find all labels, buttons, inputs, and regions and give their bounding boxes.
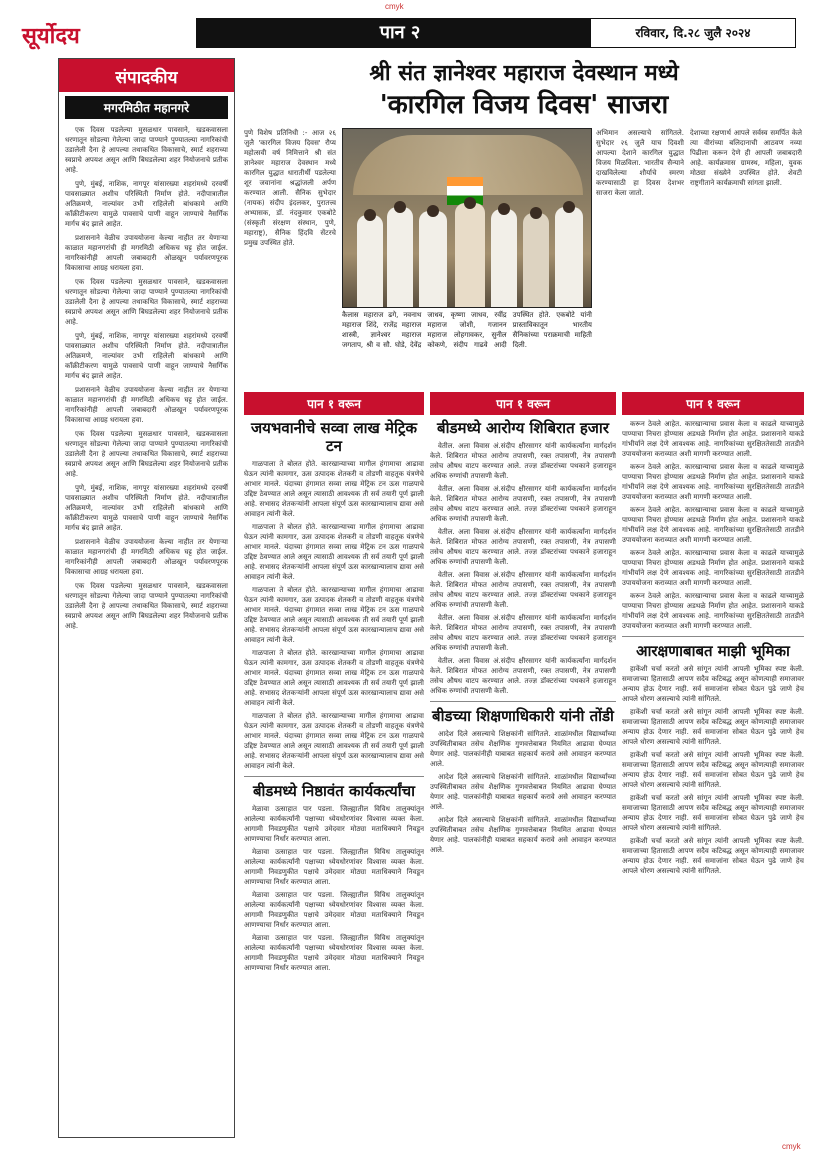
story-paragraph: गाळपाला ते बोलत होते. कारखान्याच्या मागील हंगामाचा आढावा घेऊन त्यांनी कामगार, ऊस उत्पादक शेतकरी व तोडणी वाहतूक यंत्रणेचे आभार मानले. यंदाच्या हंगामात सव्वा लाख मेट्रिक टन ऊस गाळपाचे उद्दिष्ट ठेवण्यात आले असून त्यासाठी आवश्यक ती सर्व तयारी पूर्ण झाली आहे. सभासद शेतकऱ्यांनी आपला संपूर्ण ऊस कारखान्यालाच द्यावा असे आवाहन त्यांनी केले. xyxy=(244,586,424,644)
story-paragraph: हाकेंशी चर्चा करतो असे सांगून त्यांनी आपली भूमिका स्पष्ट केली. समाजाच्या हितासाठी आपण सदैव कटिबद्ध असून कोणत्याही समाजावर अन्याय होऊ देणार नाही. सर्व समाजांना सोबत घेऊन पुढे जाणे हेच आपले धोरण असल्याचे त्यांनी सांगितले. xyxy=(622,751,804,789)
story-title: बीडच्या शिक्षणाधिकारी यांनी तोंडी xyxy=(432,707,614,725)
editorial-paragraph: पुणे, मुंबई, नाशिक, नागपूर यांसारख्या शहरांमध्ये दरवर्षी पावसाळ्यात अशीच परिस्थिती निर्माण होते. नदीपात्रातील अतिक्रमणे, नाल्यांवर उभी राहिलेली बांधकामे आणि काँक्रीटीकरण यामुळे पावसाचे पाणी वाहून जाण्याचे नैसर्गिक मार्गच बंद झाले आहेत. xyxy=(65,484,228,532)
photo-head xyxy=(364,209,376,221)
photo-person xyxy=(555,207,583,307)
story-paragraph: मेळावा उत्साहात पार पडला. जिल्ह्यातील विविध तालुक्यांतून आलेल्या कार्यकर्त्यांनी पक्षाच्या ध्येयधोरणांवर विश्वास व्यक्त केला. आगामी निवडणुकीत पक्षाचे उमेदवार मोठ्या मताधिक्याने निवडून आणण्याचा निर्धार करण्यात आला. xyxy=(244,934,424,972)
story-paragraph: मेळावा उत्साहात पार पडला. जिल्ह्यातील विविध तालुक्यांतून आलेल्या कार्यकर्त्यांनी पक्षाच्या ध्येयधोरणांवर विश्वास व्यक्त केला. आगामी निवडणुकीत पक्षाचे उमेदवार मोठ्या मताधिक्याने निवडून आणण्याचा निर्धार करण्यात आला. xyxy=(244,805,424,843)
story-paragraph: वेतील. अला विवास अं.संदीप क्षीरसागर यांनी कार्यकर्त्यांना मार्गदर्शन केले. शिबिरात मोफत आरोग्य तपासणी, रक्त तपासणी, नेत्र तपासणी तसेच औषध वाटप करण्यात आले. तज्ज्ञ डॉक्टरांच्या पथकाने हजाराहून अधिक रुग्णांची तपासणी केली. xyxy=(430,485,616,523)
story-paragraph: हाकेंशी चर्चा करतो असे सांगून त्यांनी आपली भूमिका स्पष्ट केली. समाजाच्या हितासाठी आपण सदैव कटिबद्ध असून कोणत्याही समाजावर अन्याय होऊ देणार नाही. सर्व समाजांना सोबत घेऊन पुढे जाणे हेच आपले धोरण असल्याचे त्यांनी सांगितले. xyxy=(622,837,804,875)
story-paragraph: हाकेंशी चर्चा करतो असे सांगून त्यांनी आपली भूमिका स्पष्ट केली. समाजाच्या हितासाठी आपण सदैव कटिबद्ध असून कोणत्याही समाजावर अन्याय होऊ देणार नाही. सर्व समाजांना सोबत घेऊन पुढे जाणे हेच आपले धोरण असल्याचे त्यांनी सांगितले. xyxy=(622,794,804,832)
photo-person xyxy=(455,203,485,307)
editorial-paragraph: प्रशासनाने वेळीच उपाययोजना केल्या नाहीत तर येणाऱ्या काळात महानगरांची ही मगरमिठी अधिकच घट्ट होत जाईल. नागरिकांनीही आपली जबाबदारी ओळखून पर्यावरणपूरक विकासाचा आग्रह धरायला हवा. xyxy=(65,234,228,272)
story-paragraph: आदेश दिले असल्याचे शिक्षकांनी सांगितले. शाळांमधील विद्यार्थ्यांच्या उपस्थितीबाबत तसेच शैक्षणिक गुणवत्तेबाबत नियमित आढावा घेण्यात येणार आहे. पालकांनीही याबाबत सहकार्य करावे असे आवाहन करण्यात आले. xyxy=(430,816,616,854)
lead-story-column: पुणे विशेष प्रतिनिधी :- आज २६ जुलै 'कारगिल विजय दिवस' रौप्य महोत्सवी वर्ष निमित्ताने श्री संत ज्ञानेश्वर महाराज देवस्थान मध्ये कारगिल युद्धात धारातीर्थी पडलेल्या शूर जवानांना श्रद्धांजली अर्पण करण्यात आली. सैनिक सुभेदार (नायक) संदीप इंदलकर, पुरातत्त्व अभ्यासक, डॉ. नंदकुमार एकबोटे (संस्कृती संरक्षण संस्थान, पुणे, महाराष्ट्र), सैनिक हिंदवि सेंटरचे प्रमुख उपस्थित होते. xyxy=(244,129,336,247)
story-paragraph: हाकेंशी चर्चा करतो असे सांगून त्यांनी आपली भूमिका स्पष्ट केली. समाजाच्या हितासाठी आपण सदैव कटिबद्ध असून कोणत्याही समाजावर अन्याय होऊ देणार नाही. सर्व समाजांना सोबत घेऊन पुढे जाणे हेच आपले धोरण असल्याचे त्यांनी सांगितले. xyxy=(622,665,804,703)
photo-head xyxy=(563,201,575,213)
editorial-paragraph: पुणे, मुंबई, नाशिक, नागपूर यांसारख्या शहरांमध्ये दरवर्षी पावसाळ्यात अशीच परिस्थिती निर्माण होते. नदीपात्रातील अतिक्रमणे, नाल्यांवर उभी राहिलेली बांधकामे आणि काँक्रीटीकरण यामुळे पावसाचे पाणी वाहून जाण्याचे नैसर्गिक मार्गच बंद झाले आहेत. xyxy=(65,180,228,228)
story-paragraph: करून ठेवले आहेत. कारखान्याचा प्रवास केला व काढले याच्यामुळे पाण्याचा निचरा होण्यास अडथळे निर्माण होत आहेत. प्रशासनाने याकडे गांभीर्याने लक्ष देणे आवश्यक आहे. नागरिकांच्या सुरक्षिततेसाठी तातडीने उपाययोजना कराव्यात अशी मागणी करण्यात आली. xyxy=(622,549,804,587)
story-paragraph: आदेश दिले असल्याचे शिक्षकांनी सांगितले. शाळांमधील विद्यार्थ्यांच्या उपस्थितीबाबत तसेच शैक्षणिक गुणवत्तेबाबत नियमित आढावा घेण्यात येणार आहे. पालकांनीही याबाबत सहकार्य करावे असे आवाहन करण्यात आले. xyxy=(430,773,616,811)
photo-person xyxy=(387,207,413,307)
editorial-paragraph: एक दिवस पडलेल्या मुसळधार पावसाने, खडकवासला धरणातून सोडल्या गेलेल्या जादा पाण्याने पुण्यातल्या नागरिकांची उडालेली दैना हे आपल्या तथाकथित विकासाचे, स्मार्ट शहराच्या स्वप्नाचे अपयश असून आणि बिघडलेल्या शहर नियोजनाचे प्रतीक आहे. xyxy=(65,430,228,478)
story-paragraph: गाळपाला ते बोलत होते. कारखान्याच्या मागील हंगामाचा आढावा घेऊन त्यांनी कामगार, ऊस उत्पादक शेतकरी व तोडणी वाहतूक यंत्रणेचे आभार मानले. यंदाच्या हंगामात सव्वा लाख मेट्रिक टन ऊस गाळपाचे उद्दिष्ट ठेवण्यात आले असून त्यासाठी आवश्यक ती सर्व तयारी पूर्ण झाली आहे. सभासद शेतकऱ्यांनी आपला संपूर्ण ऊस कारखान्यालाच द्यावा असे आवाहन त्यांनी केले. xyxy=(244,712,424,770)
story-paragraph: गाळपाला ते बोलत होते. कारखान्याच्या मागील हंगामाचा आढावा घेऊन त्यांनी कामगार, ऊस उत्पादक शेतकरी व तोडणी वाहतूक यंत्रणेचे आभार मानले. यंदाच्या हंगामात सव्वा लाख मेट्रिक टन ऊस गाळपाचे उद्दिष्ट ठेवण्यात आले असून त्यासाठी आवश्यक ती सर्व तयारी पूर्ण झाली आहे. सभासद शेतकऱ्यांनी आपला संपूर्ण ऊस कारखान्यालाच द्यावा असे आवाहन त्यांनी केले. xyxy=(244,460,424,518)
story-body xyxy=(430,729,616,855)
lead-headline-line1: श्री संत ज्ञानेश्वर महाराज देवस्थान मध्ये xyxy=(369,60,679,86)
page-number: पान २ xyxy=(379,22,421,43)
lead-headline-line2: 'कारगिल विजय दिवस' साजरा xyxy=(379,90,669,120)
event-photo xyxy=(342,128,592,308)
editorial-paragraph: एक दिवस पडलेल्या मुसळधार पावसाने, खडकवासला धरणातून सोडल्या गेलेल्या जादा पाण्याने पुण्यातल्या नागरिकांची उडालेली दैना हे आपल्या तथाकथित विकासाचे, स्मार्ट शहराच्या स्वप्नाचे अपयश असून आणि बिघडलेल्या शहर नियोजनाचे प्रतीक आहे. xyxy=(65,582,228,630)
story-paragraph: वेतील. अला विवास अं.संदीप क्षीरसागर यांनी कार्यकर्त्यांना मार्गदर्शन केले. शिबिरात मोफत आरोग्य तपासणी, रक्त तपासणी, नेत्र तपासणी तसेच औषध वाटप करण्यात आले. तज्ज्ञ डॉक्टरांच्या पथकाने हजाराहून अधिक रुग्णांची तपासणी केली. xyxy=(430,571,616,609)
editorial-paragraph: प्रशासनाने वेळीच उपाययोजना केल्या नाहीत तर येणाऱ्या काळात महानगरांची ही मगरमिठी अधिकच घट्ट होत जाईल. नागरिकांनीही आपली जबाबदारी ओळखून पर्यावरणपूरक विकासाचा आग्रह धरायला हवा. xyxy=(65,538,228,576)
photo-head xyxy=(394,201,406,213)
editorial-paragraph: एक दिवस पडलेल्या मुसळधार पावसाने, खडकवासला धरणातून सोडल्या गेलेल्या जादा पाण्याने पुण्यातल्या नागरिकांची उडालेली दैना हे आपल्या तथाकथित विकासाचे, स्मार्ट शहराच्या स्वप्नाचे अपयश असून आणि बिघडलेल्या शहर नियोजनाचे प्रतीक आहे. xyxy=(65,278,228,326)
story-title: आरक्षणाबाबत माझी भूमिका xyxy=(636,642,790,660)
lead-headline xyxy=(244,58,804,122)
story-title: जयभवानीचे सव्वा लाख मेट्रिक टन xyxy=(251,419,417,455)
editorial-heading: संपादकीय xyxy=(59,59,234,92)
divider xyxy=(430,701,616,702)
story-body xyxy=(622,419,804,631)
story-body xyxy=(622,664,804,876)
editorial-body xyxy=(59,123,234,637)
photo-caption: कैलास महाराज ढगे, नवनाथ महाराज शिंदे, राजेंद्र महाराज शास्त्री, ज्ञानेश्वर महाराज जगताप, श्री व सौ. घोडे, देवेंद्र जाधव, कृष्णा जाधव, रवींद्र महाराज जोशी, गजानन महाराज लोहगावकर, सुनील कोकणे, संदीप गाढवे आदी उपस्थित होते. एकबोटे यांनी प्रास्ताविकातून भारतीय सैनिकांच्या पराक्रमाची माहिती दिली. xyxy=(342,311,592,349)
photo-head xyxy=(427,205,439,217)
story-body xyxy=(244,459,424,771)
story-paragraph: मेळावा उत्साहात पार पडला. जिल्ह्यातील विविध तालुक्यांतून आलेल्या कार्यकर्त्यांनी पक्षाच्या ध्येयधोरणांवर विश्वास व्यक्त केला. आगामी निवडणुकीत पक्षाचे उमेदवार मोठ्या मताधिक्याने निवडून आणण्याचा निर्धार करण्यात आला. xyxy=(244,891,424,929)
photo-person xyxy=(357,215,383,307)
lead-story-column: अभिमान असल्याचे सांगितले. सुभेदार २६ जुलै याच दिवशी आपल्या देशाने कारगिल युद्धात विजय मिळविला. भारतीय सैन्याने दाखविलेल्या शौर्याचे स्मरण करण्यासाठी हा दिवस देशभर साजरा केला जातो. xyxy=(596,129,684,197)
story-paragraph: करून ठेवले आहेत. कारखान्याचा प्रवास केला व काढले याच्यामुळे पाण्याचा निचरा होण्यास अडथळे निर्माण होत आहेत. प्रशासनाने याकडे गांभीर्याने लक्ष देणे आवश्यक आहे. नागरिकांच्या सुरक्षिततेसाठी तातडीने उपाययोजना कराव्यात अशी मागणी करण्यात आली. xyxy=(622,420,804,458)
cmyk-mark: cmyk xyxy=(385,2,404,11)
story-paragraph: वेतील. अला विवास अं.संदीप क्षीरसागर यांनी कार्यकर्त्यांना मार्गदर्शन केले. शिबिरात मोफत आरोग्य तपासणी, रक्त तपासणी, नेत्र तपासणी तसेच औषध वाटप करण्यात आले. तज्ज्ञ डॉक्टरांच्या पथकाने हजाराहून अधिक रुग्णांची तपासणी केली. xyxy=(430,528,616,566)
story-paragraph: आदेश दिले असल्याचे शिक्षकांनी सांगितले. शाळांमधील विद्यार्थ्यांच्या उपस्थितीबाबत तसेच शैक्षणिक गुणवत्तेबाबत नियमित आढावा घेण्यात येणार आहे. पालकांनीही याबाबत सहकार्य करावे असे आवाहन करण्यात आले. xyxy=(430,730,616,768)
story-title: बीडमध्ये आरोग्य शिबिरात हजार xyxy=(437,419,609,437)
story-paragraph: गाळपाला ते बोलत होते. कारखान्याच्या मागील हंगामाचा आढावा घेऊन त्यांनी कामगार, ऊस उत्पादक शेतकरी व तोडणी वाहतूक यंत्रणेचे आभार मानले. यंदाच्या हंगामात सव्वा लाख मेट्रिक टन ऊस गाळपाचे उद्दिष्ट ठेवण्यात आले असून त्यासाठी आवश्यक ती सर्व तयारी पूर्ण झाली आहे. सभासद शेतकऱ्यांनी आपला संपूर्ण ऊस कारखान्यालाच द्यावा असे आवाहन त्यांनी केले. xyxy=(244,523,424,581)
cmyk-mark: cmyk xyxy=(782,1142,801,1151)
editorial-paragraph: पुणे, मुंबई, नाशिक, नागपूर यांसारख्या शहरांमध्ये दरवर्षी पावसाळ्यात अशीच परिस्थिती निर्माण होते. नदीपात्रातील अतिक्रमणे, नाल्यांवर उभी राहिलेली बांधकामे आणि काँक्रीटीकरण यामुळे पावसाचे पाणी वाहून जाण्याचे नैसर्गिक मार्गच बंद झाले आहेत. xyxy=(65,332,228,380)
divider xyxy=(622,636,804,637)
photo-head xyxy=(530,207,542,219)
editorial-title: मगरमिठीत महानगरे xyxy=(65,96,228,119)
continued-from-bar: पान १ वरून xyxy=(244,392,424,415)
lead-story-column: देशाच्या रक्षणार्थ आपले सर्वस्व समर्पित केले त्या वीरांच्या बलिदानाची आठवण नव्या पिढीला करून देणे ही आपली जबाबदारी आहे. कार्यक्रमास ग्रामस्थ, महिला, युवक मोठ्या संख्येने उपस्थित होते. शेवटी राष्ट्रगीताने कार्यक्रमाची सांगता झाली. xyxy=(690,129,802,187)
divider xyxy=(244,776,424,777)
photo-head xyxy=(464,197,476,209)
story-paragraph: हाकेंशी चर्चा करतो असे सांगून त्यांनी आपली भूमिका स्पष्ट केली. समाजाच्या हितासाठी आपण सदैव कटिबद्ध असून कोणत्याही समाजावर अन्याय होऊ देणार नाही. सर्व समाजांना सोबत घेऊन पुढे जाणे हेच आपले धोरण असल्याचे त्यांनी सांगितले. xyxy=(622,708,804,746)
photo-person xyxy=(419,211,447,307)
newspaper-logo: सूर्योदय xyxy=(22,23,80,49)
story-title: बीडमध्ये निष्ठावंत कार्यकर्त्यांचा xyxy=(252,782,416,800)
continued-from-bar: पान १ वरून xyxy=(430,392,616,415)
continuation-block xyxy=(622,392,804,1142)
continued-from-bar: पान १ वरून xyxy=(622,392,804,415)
story-paragraph: मेळावा उत्साहात पार पडला. जिल्ह्यातील विविध तालुक्यांतून आलेल्या कार्यकर्त्यांनी पक्षाच्या ध्येयधोरणांवर विश्वास व्यक्त केला. आगामी निवडणुकीत पक्षाचे उमेदवार मोठ्या मताधिक्याने निवडून आणण्याचा निर्धार करण्यात आला. xyxy=(244,848,424,886)
story-paragraph: गाळपाला ते बोलत होते. कारखान्याच्या मागील हंगामाचा आढावा घेऊन त्यांनी कामगार, ऊस उत्पादक शेतकरी व तोडणी वाहतूक यंत्रणेचे आभार मानले. यंदाच्या हंगामात सव्वा लाख मेट्रिक टन ऊस गाळपाचे उद्दिष्ट ठेवण्यात आले असून त्यासाठी आवश्यक ती सर्व तयारी पूर्ण झाली आहे. सभासद शेतकऱ्यांनी आपला संपूर्ण ऊस कारखान्यालाच द्यावा असे आवाहन त्यांनी केले. xyxy=(244,649,424,707)
editorial-paragraph: प्रशासनाने वेळीच उपाययोजना केल्या नाहीत तर येणाऱ्या काळात महानगरांची ही मगरमिठी अधिकच घट्ट होत जाईल. नागरिकांनीही आपली जबाबदारी ओळखून पर्यावरणपूरक विकासाचा आग्रह धरायला हवा. xyxy=(65,386,228,424)
issue-date: रविवार, दि.२८ जुलै २०२४ xyxy=(590,18,796,48)
editorial-column xyxy=(58,58,235,1138)
story-paragraph: करून ठेवले आहेत. कारखान्याचा प्रवास केला व काढले याच्यामुळे पाण्याचा निचरा होण्यास अडथळे निर्माण होत आहेत. प्रशासनाने याकडे गांभीर्याने लक्ष देणे आवश्यक आहे. नागरिकांच्या सुरक्षिततेसाठी तातडीने उपाययोजना कराव्यात अशी मागणी करण्यात आली. xyxy=(622,506,804,544)
photo-head xyxy=(498,203,510,215)
photo-person xyxy=(491,209,517,307)
story-body xyxy=(244,804,424,973)
masthead xyxy=(0,14,819,50)
continuation-block xyxy=(430,392,616,1142)
story-paragraph: करून ठेवले आहेत. कारखान्याचा प्रवास केला व काढले याच्यामुळे पाण्याचा निचरा होण्यास अडथळे निर्माण होत आहेत. प्रशासनाने याकडे गांभीर्याने लक्ष देणे आवश्यक आहे. नागरिकांच्या सुरक्षिततेसाठी तातडीने उपाययोजना कराव्यात अशी मागणी करण्यात आली. xyxy=(622,463,804,501)
story-paragraph: करून ठेवले आहेत. कारखान्याचा प्रवास केला व काढले याच्यामुळे पाण्याचा निचरा होण्यास अडथळे निर्माण होत आहेत. प्रशासनाने याकडे गांभीर्याने लक्ष देणे आवश्यक आहे. नागरिकांच्या सुरक्षिततेसाठी तातडीने उपाययोजना कराव्यात अशी मागणी करण्यात आली. xyxy=(622,592,804,630)
editorial-paragraph: एक दिवस पडलेल्या मुसळधार पावसाने, खडकवासला धरणातून सोडल्या गेलेल्या जादा पाण्याने पुण्यातल्या नागरिकांची उडालेली दैना हे आपल्या तथाकथित विकासाचे, स्मार्ट शहराच्या स्वप्नाचे अपयश असून आणि बिघडलेल्या शहर नियोजनाचे प्रतीक आहे. xyxy=(65,126,228,174)
photo-person xyxy=(523,213,549,307)
story-body xyxy=(430,441,616,696)
story-paragraph: वेतील. अला विवास अं.संदीप क्षीरसागर यांनी कार्यकर्त्यांना मार्गदर्शन केले. शिबिरात मोफत आरोग्य तपासणी, रक्त तपासणी, नेत्र तपासणी तसेच औषध वाटप करण्यात आले. तज्ज्ञ डॉक्टरांच्या पथकाने हजाराहून अधिक रुग्णांची तपासणी केली. xyxy=(430,614,616,652)
continuation-block xyxy=(244,392,424,1142)
story-paragraph: वेतील. अला विवास अं.संदीप क्षीरसागर यांनी कार्यकर्त्यांना मार्गदर्शन केले. शिबिरात मोफत आरोग्य तपासणी, रक्त तपासणी, नेत्र तपासणी तसेच औषध वाटप करण्यात आले. तज्ज्ञ डॉक्टरांच्या पथकाने हजाराहून अधिक रुग्णांची तपासणी केली. xyxy=(430,657,616,695)
story-paragraph: वेतील. अला विवास अं.संदीप क्षीरसागर यांनी कार्यकर्त्यांना मार्गदर्शन केले. शिबिरात मोफत आरोग्य तपासणी, रक्त तपासणी, नेत्र तपासणी तसेच औषध वाटप करण्यात आले. तज्ज्ञ डॉक्टरांच्या पथकाने हजाराहून अधिक रुग्णांची तपासणी केली. xyxy=(430,442,616,480)
